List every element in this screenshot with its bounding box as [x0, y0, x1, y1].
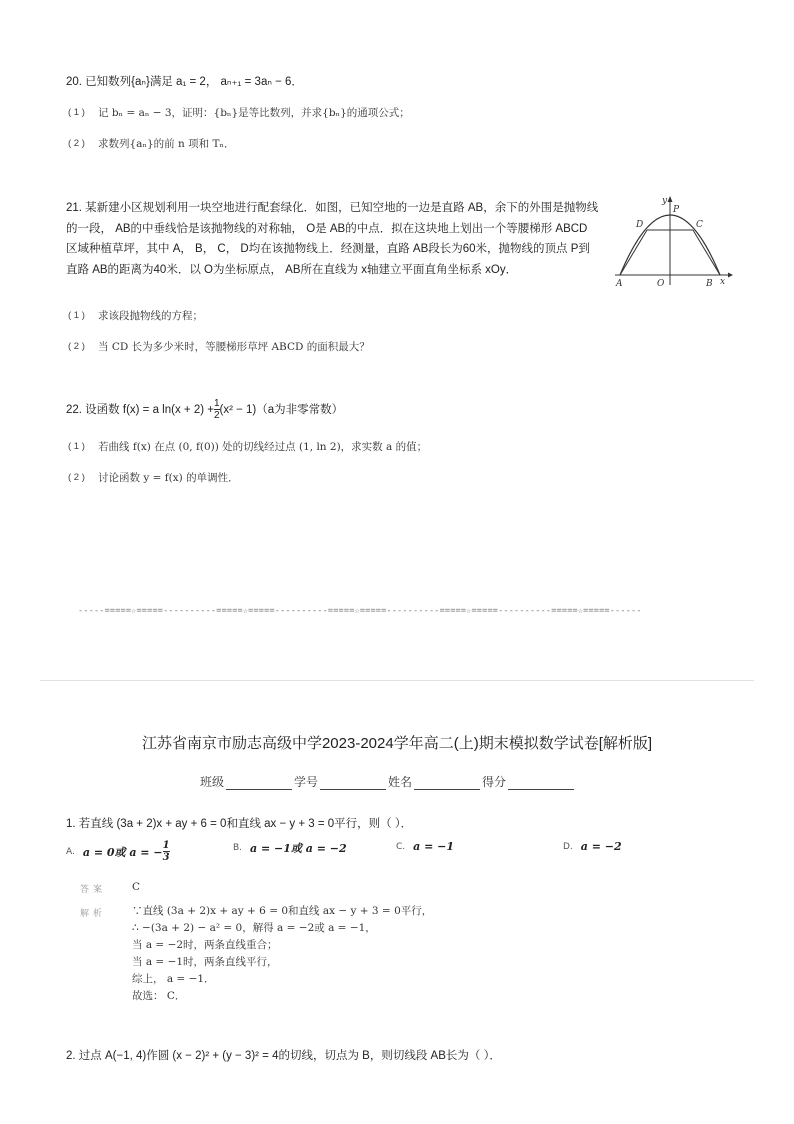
field-name-blank[interactable]	[414, 777, 480, 790]
label-p: P	[673, 205, 680, 215]
exam-title: 江苏省南京市励志高级中学2023-2024学年高二(上)期末模拟数学试卷[解析版]	[141, 735, 653, 752]
q2-title: 2. 过点 A(−1, 4)作圆 (x − 2)² + (y − 3)² = 4的切线，切点为 B，则切线段 AB长为（ ）．	[66, 1050, 501, 1062]
q20-part-2-text: 求数列{aₙ}的前 n 项和 Tₙ．	[98, 138, 235, 150]
label-c: C	[696, 220, 703, 230]
q1-title: 1. 若直线 (3a + 2)x + ay + 6 = 0和直线 ax − y + 3 = 0平行，则（ ）．	[66, 818, 413, 830]
q21-part-1-text: 求该段抛物线的方程；	[98, 310, 203, 322]
q22-part-1	[68, 437, 427, 457]
y-axis-arrow	[668, 196, 673, 202]
q1-option-c-text: a = −1	[413, 840, 455, 853]
q20-part-1-num: ( 1 )	[68, 107, 85, 118]
q1-option-a-frac-den: 3	[162, 852, 170, 863]
field-number-label: 学号	[294, 775, 319, 789]
q20-part-2	[68, 134, 234, 154]
q1-solution-line-6: 故选： C．	[132, 990, 186, 1002]
parabola-figure	[610, 190, 735, 290]
q1-answer-label: 答案	[80, 885, 107, 895]
field-score-blank[interactable]	[508, 777, 574, 790]
q1-option-a-frac-num: 1	[162, 840, 170, 851]
q1-option-c	[396, 840, 454, 853]
section-divider: -----=====☆=====----------=====☆=====----------=====☆=====----------=====☆=====----------=====☆=====------	[78, 606, 642, 616]
label-a: A	[616, 279, 623, 289]
field-number-blank[interactable]	[320, 777, 386, 790]
field-class-label: 班级	[200, 775, 225, 789]
q1-solution-line-5: 综上， a = −1．	[132, 973, 215, 985]
label-x: x	[720, 277, 726, 287]
q21-part-1-num: ( 1 )	[68, 310, 85, 321]
q22-part-2-text: 讨论函数 y = f(x) 的单调性．	[98, 472, 239, 484]
q22-part-1-num: ( 1 )	[68, 441, 85, 452]
q1-option-c-label: C.	[396, 841, 406, 852]
page-break-line	[40, 680, 754, 681]
q1-option-b-label: B.	[233, 843, 243, 853]
q1-option-a-fraction	[163, 840, 170, 863]
q1-option-a	[66, 840, 170, 863]
student-info-row	[200, 773, 576, 790]
q21-line-2: 的一段， AB的中垂线恰是该抛物线的对称轴， O是 AB的中点．拟在这块地上划出一个等腰梯形 ABCD	[66, 222, 588, 235]
label-y: y	[662, 196, 668, 206]
q1-option-a-text: a = 0或 a = −	[82, 845, 163, 859]
q22-frac-num: 1	[213, 398, 220, 409]
q22-part-2-num: ( 2 )	[68, 472, 85, 483]
label-d: D	[636, 220, 644, 230]
q1-solution	[132, 903, 432, 1005]
x-axis-arrow	[728, 273, 733, 278]
q22-part-2	[68, 468, 239, 488]
q1-option-a-label: A.	[66, 846, 75, 857]
q22-title-a: 22. 设函数 f(x) = a ln(x + 2) +	[66, 403, 214, 416]
q21-paragraph	[66, 198, 606, 280]
q20-part-1	[68, 103, 410, 123]
label-b: B	[706, 279, 713, 289]
q1-option-d-text: a = −2	[580, 840, 622, 853]
q1-solution-label: 解析	[80, 909, 107, 919]
q20-part-1-text: 记 bₙ = aₙ − 3，证明：{bₙ}是等比数列，并求{bₙ}的通项公式；	[98, 107, 410, 119]
q22-title-b: (x² − 1)（a为非零常数）	[219, 403, 344, 416]
q22-title	[66, 398, 343, 421]
q1-option-d	[563, 840, 622, 853]
q21-part-2	[68, 337, 370, 357]
q20-title: 20. 已知数列{aₙ}满足 a₁ = 2， aₙ₊₁ = 3aₙ − 6．	[66, 76, 303, 88]
q21-line-4: 直路 AB的距离为40米．以 O为坐标原点， AB所在直线为 x轴建立平面直角坐标系 xOy．	[66, 263, 518, 276]
q20-part-2-num: ( 2 )	[68, 138, 85, 149]
q21-line-1: 21. 某新建小区规划利用一块空地进行配套绿化．如图，已知空地的一边是直路 AB，余下的外围是抛物线	[66, 202, 599, 214]
q1-solution-line-1: ∵直线 (3a + 2)x + ay + 6 = 0和直线 ax − y + 3 = 0平行，	[132, 905, 433, 917]
label-o: O	[657, 279, 665, 289]
field-name-label: 姓名	[388, 775, 413, 789]
q22-part-1-text: 若曲线 f(x) 在点 (0, f(0)) 处的切线经过点 (1, ln 2)，求实数 a 的值；	[98, 441, 428, 453]
q21-part-2-num: ( 2 )	[68, 341, 85, 352]
field-class-blank[interactable]	[226, 777, 292, 790]
trapezoid-side-ad	[620, 230, 647, 275]
q1-option-d-label: D.	[563, 841, 573, 852]
q1-option-b	[233, 840, 347, 856]
field-score-label: 得分	[482, 775, 507, 789]
q1-option-b-text: a = −1或 a = −2	[250, 842, 347, 855]
q1-solution-line-2: ∴ −(3a + 2) − a² = 0，解得 a = −2或 a = −1，	[132, 922, 376, 934]
q21-part-2-text: 当 CD 长为多少米时，等腰梯形草坪 ABCD 的面积最大？	[98, 341, 370, 353]
q21-part-1	[68, 306, 203, 326]
q21-line-3: 区域种植草坪，其中 A， B， C， D均在该抛物线上．经测量，直路 AB段长为60米，抛物线的顶点 P到	[66, 243, 590, 255]
q22-frac-den: 2	[213, 410, 220, 421]
q1-answer-value: C	[132, 881, 141, 893]
trapezoid-side-cb	[693, 230, 720, 275]
q1-solution-line-4: 当 a = −1时，两条直线平行，	[132, 956, 278, 968]
q1-solution-line-3: 当 a = −2时，两条直线重合；	[132, 939, 278, 951]
